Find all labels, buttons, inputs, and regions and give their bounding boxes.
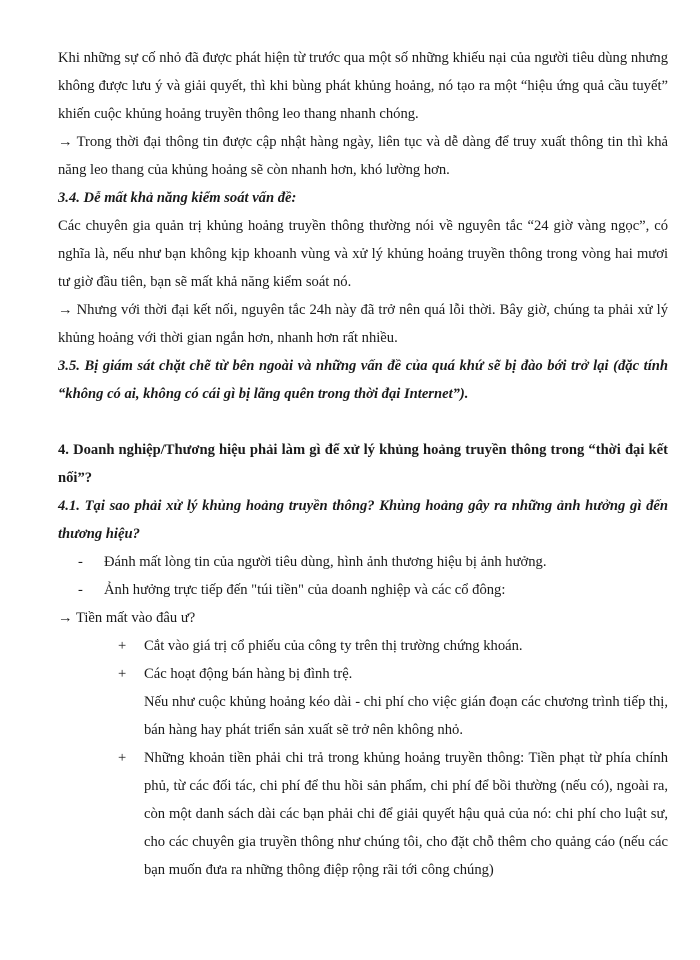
paragraph-connected-era: → Nhưng với thời đại kết nối, nguyên tắc 24h này đã trở nên quá lỗi thời. Bây giờ, chúng ta phải xử lý khủng hoảng với thời gian ngắn hơn, nhanh hơn rất nhiều.: [58, 302, 668, 346]
paragraph-where-money-goes: → Tiền mất vào đâu ư?: [58, 610, 196, 626]
heading-4: 4. Doanh nghiệp/Thương hiệu phải làm gì để xử lý khủng hoảng truyền thông trong “thời đại kết nối”?: [58, 442, 668, 486]
list-item: [78, 576, 668, 604]
list-item: [118, 660, 668, 688]
paragraph-snowball-effect: Khi những sự cố nhỏ đã được phát hiện từ trước qua một số những khiếu nại của người tiêu dùng nhưng không được lưu ý và giải quyết, thì khi bùng phát khủng hoảng, nó tạo ra một “hiệu ứng quả cầu tuyết” khiến cuộc khủng hoảng truyền thông leo thang nhanh chóng.: [58, 50, 668, 122]
list-item-continuation: Nếu như cuộc khủng hoảng kéo dài - chi phí cho việc gián đoạn các chương trình tiếp thị, bán hàng hay phát triển sản xuất sẽ trở nên không nhỏ.: [144, 694, 668, 738]
heading-3-5: 3.5. Bị giám sát chặt chẽ từ bên ngoài và những vấn đề của quá khứ sẽ bị đào bới trở lại (đặc tính “không có ai, không có cái gì bị lãng quên trong thời đại Internet”).: [58, 358, 668, 402]
list-item: [78, 548, 668, 576]
dash-marker: -: [78, 582, 83, 598]
heading-3-4: 3.4. Dễ mất khả năng kiểm soát vấn đề:: [58, 190, 297, 206]
list-item-text: Các hoạt động bán hàng bị đình trệ.: [144, 666, 353, 682]
list-item-text: Ảnh hưởng trực tiếp đến "túi tiền" của doanh nghiệp và các cổ đông:: [104, 582, 506, 598]
list-item-text: Cắt vào giá trị cổ phiếu của công ty trên thị trường chứng khoán.: [144, 638, 523, 654]
list-item-text: Đánh mất lòng tin của người tiêu dùng, hình ảnh thương hiệu bị ảnh hưởng.: [104, 554, 547, 570]
list-item: [118, 632, 668, 660]
plus-marker: +: [118, 750, 127, 766]
document-page: [58, 44, 668, 884]
heading-4-1: 4.1. Tại sao phải xử lý khủng hoảng truyền thông? Khủng hoảng gây ra những ảnh hưởng gì đến thương hiệu?: [58, 498, 668, 542]
paragraph-information-era: → Trong thời đại thông tin được cập nhật hàng ngày, liên tục và dễ dàng để truy xuất thông tin thì khả năng leo thang của khủng hoảng sẽ còn nhanh hơn, khó lường hơn.: [58, 134, 668, 178]
paragraph-24-golden-hours: Các chuyên gia quản trị khủng hoảng truyền thông thường nói về nguyên tắc “24 giờ vàng ngọc”, có nghĩa là, nếu như bạn không kịp khoanh vùng và xử lý khủng hoảng truyền thông trong vòng hai mươi tư giờ đầu tiên, bạn sẽ mất khả năng kiểm soát nó.: [58, 218, 668, 290]
plus-marker: +: [118, 666, 127, 682]
list-item: [118, 744, 668, 884]
list-item-text: Những khoản tiền phải chi trả trong khủng hoảng truyền thông: Tiền phạt từ phía chính phủ, từ các đối tác, chi phí để thu hồi sản phẩm, chi phí để bồi thường (nếu có), ngoài ra, còn một danh sách dài các bạn phải chi để giải quyết hậu quả của nó: chi phí cho luật sư, cho các chuyên gia truyền thông như chúng tôi, cho đặt chỗ thêm cho quảng cáo (nếu các bạn muốn đưa ra những thông điệp rộng rãi tới công chúng): [144, 750, 668, 878]
dash-marker: -: [78, 554, 83, 570]
blank-line: [58, 408, 668, 436]
plus-marker: +: [118, 638, 127, 654]
